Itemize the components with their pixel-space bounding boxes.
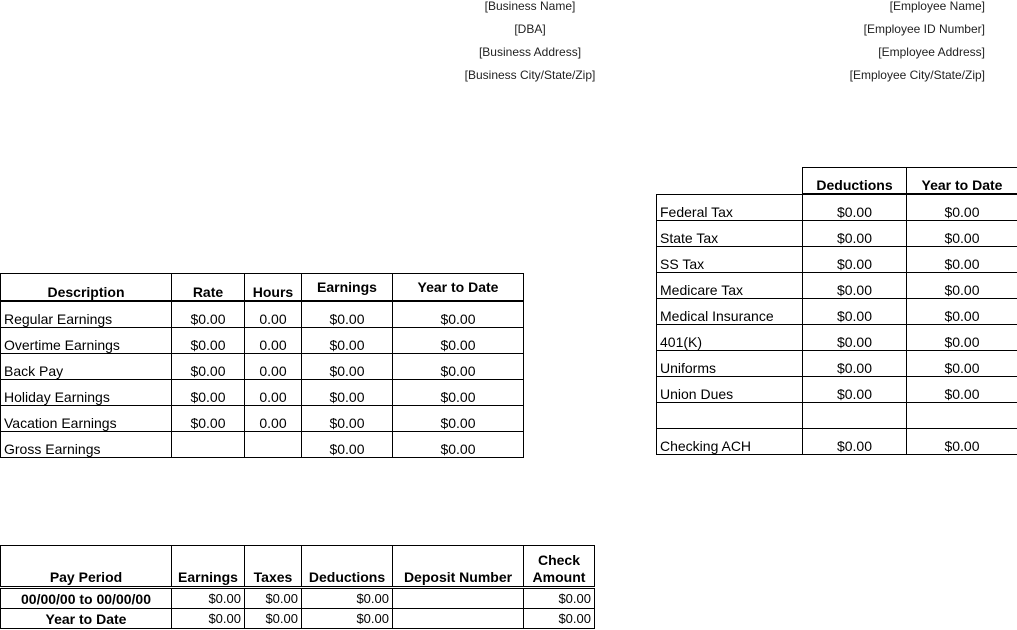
deduction-label: SS Tax (657, 247, 803, 273)
employee-info (760, 0, 985, 87)
earnings-rate (172, 432, 245, 458)
earnings-ytd: $0.00 (393, 432, 524, 458)
earnings-rate: $0.00 (172, 380, 245, 406)
deduction-amount: $0.00 (803, 351, 907, 377)
earnings-hours: 0.00 (245, 354, 302, 380)
earnings-rate: $0.00 (172, 301, 245, 328)
summary-deposit-number (393, 609, 524, 629)
earnings-ytd: $0.00 (393, 328, 524, 354)
earnings-ytd: $0.00 (393, 354, 524, 380)
earnings-row (1, 301, 524, 328)
earnings-description: Holiday Earnings (1, 380, 172, 406)
deduction-ytd: $0.00 (907, 325, 1017, 351)
earnings-description: Gross Earnings (1, 432, 172, 458)
earnings-ytd: $0.00 (393, 301, 524, 328)
deductions-row (657, 325, 1017, 351)
deductions-header-row (657, 168, 1017, 195)
summary-taxes: $0.00 (245, 588, 302, 609)
earnings-row (1, 406, 524, 432)
deduction-amount: $0.00 (803, 377, 907, 403)
deduction-label: Union Dues (657, 377, 803, 403)
summary-period-label: Year to Date (1, 609, 172, 629)
deductions-row (657, 429, 1017, 455)
deduction-label (657, 403, 803, 429)
deduction-ytd (907, 403, 1017, 429)
employee-id-number: [Employee ID Number] (863, 22, 985, 36)
deductions-header-amount: Deductions (803, 168, 907, 195)
deductions-row (657, 377, 1017, 403)
pay-summary-table (0, 545, 595, 629)
business-name: [Business Name] (484, 0, 576, 13)
earnings-amount: $0.00 (302, 432, 393, 458)
earnings-hours: 0.00 (245, 301, 302, 328)
deduction-label: Uniforms (657, 351, 803, 377)
summary-header-deductions: Deductions (302, 546, 393, 588)
earnings-amount: $0.00 (302, 301, 393, 328)
deduction-label: 401(K) (657, 325, 803, 351)
earnings-rate: $0.00 (172, 328, 245, 354)
earnings-row (1, 354, 524, 380)
earnings-header-description: Description (1, 274, 172, 302)
summary-period-label: 00/00/00 to 00/00/00 (1, 588, 172, 609)
deduction-ytd: $0.00 (907, 273, 1017, 299)
deductions-table (656, 167, 1017, 455)
deduction-amount: $0.00 (803, 273, 907, 299)
earnings-description: Back Pay (1, 354, 172, 380)
deduction-amount: $0.00 (803, 221, 907, 247)
deduction-ytd: $0.00 (907, 247, 1017, 273)
earnings-header-row (1, 274, 524, 302)
deductions-row (657, 194, 1017, 221)
earnings-header-ytd: Year to Date (393, 274, 524, 302)
earnings-row (1, 432, 524, 458)
deductions-row (657, 273, 1017, 299)
summary-header-taxes: Taxes (245, 546, 302, 588)
employee-address: [Employee Address] (878, 45, 985, 59)
deductions-row (657, 247, 1017, 273)
summary-check-amount: $0.00 (524, 609, 595, 629)
earnings-amount: $0.00 (302, 406, 393, 432)
summary-header-pay-period: Pay Period (1, 546, 172, 588)
deduction-label: State Tax (657, 221, 803, 247)
business-info (440, 0, 620, 87)
earnings-amount: $0.00 (302, 328, 393, 354)
business-address: [Business Address] (478, 45, 582, 59)
deduction-ytd: $0.00 (907, 351, 1017, 377)
summary-header-check-amount: Check Amount (524, 546, 595, 588)
deductions-header-blank (657, 168, 803, 195)
deduction-amount (803, 403, 907, 429)
deduction-amount: $0.00 (803, 299, 907, 325)
earnings-description: Regular Earnings (1, 301, 172, 328)
summary-deductions: $0.00 (302, 588, 393, 609)
earnings-ytd: $0.00 (393, 406, 524, 432)
earnings-header-hours: Hours (245, 274, 302, 302)
summary-header-deposit-number: Deposit Number (393, 546, 524, 588)
earnings-amount: $0.00 (302, 354, 393, 380)
earnings-amount: $0.00 (302, 380, 393, 406)
earnings-hours: 0.00 (245, 380, 302, 406)
earnings-hours (245, 432, 302, 458)
deductions-row (657, 221, 1017, 247)
deduction-ytd: $0.00 (907, 221, 1017, 247)
deductions-row (657, 299, 1017, 325)
earnings-ytd: $0.00 (393, 380, 524, 406)
deduction-amount: $0.00 (803, 429, 907, 455)
employee-name: [Employee Name] (889, 0, 985, 13)
earnings-hours: 0.00 (245, 406, 302, 432)
deductions-header-ytd: Year to Date (907, 168, 1017, 195)
employee-city-state-zip: [Employee City/State/Zip] (849, 68, 985, 82)
deduction-ytd: $0.00 (907, 299, 1017, 325)
deduction-ytd: $0.00 (907, 377, 1017, 403)
deduction-label: Federal Tax (657, 194, 803, 221)
earnings-hours: 0.00 (245, 328, 302, 354)
business-dba: [DBA] (514, 22, 546, 36)
earnings-rate: $0.00 (172, 406, 245, 432)
business-city-state-zip: [Business City/State/Zip] (464, 68, 596, 82)
deduction-label: Medical Insurance (657, 299, 803, 325)
earnings-description: Overtime Earnings (1, 328, 172, 354)
deduction-ytd: $0.00 (907, 429, 1017, 455)
earnings-rate: $0.00 (172, 354, 245, 380)
summary-row (1, 588, 595, 609)
earnings-header-earnings: Earnings (302, 274, 393, 302)
summary-earnings: $0.00 (172, 609, 245, 629)
summary-deposit-number (393, 588, 524, 609)
deduction-amount: $0.00 (803, 194, 907, 221)
deduction-label: Checking ACH (657, 429, 803, 455)
summary-taxes: $0.00 (245, 609, 302, 629)
deduction-amount: $0.00 (803, 247, 907, 273)
deductions-row (657, 351, 1017, 377)
deductions-row (657, 403, 1017, 429)
earnings-description: Vacation Earnings (1, 406, 172, 432)
earnings-table (0, 273, 524, 458)
deduction-label: Medicare Tax (657, 273, 803, 299)
summary-earnings: $0.00 (172, 588, 245, 609)
summary-deductions: $0.00 (302, 609, 393, 629)
summary-row (1, 609, 595, 629)
earnings-header-rate: Rate (172, 274, 245, 302)
summary-header-earnings: Earnings (172, 546, 245, 588)
summary-check-amount: $0.00 (524, 588, 595, 609)
deduction-ytd: $0.00 (907, 194, 1017, 221)
summary-header-row (1, 546, 595, 588)
deduction-amount: $0.00 (803, 325, 907, 351)
earnings-row (1, 380, 524, 406)
earnings-row (1, 328, 524, 354)
